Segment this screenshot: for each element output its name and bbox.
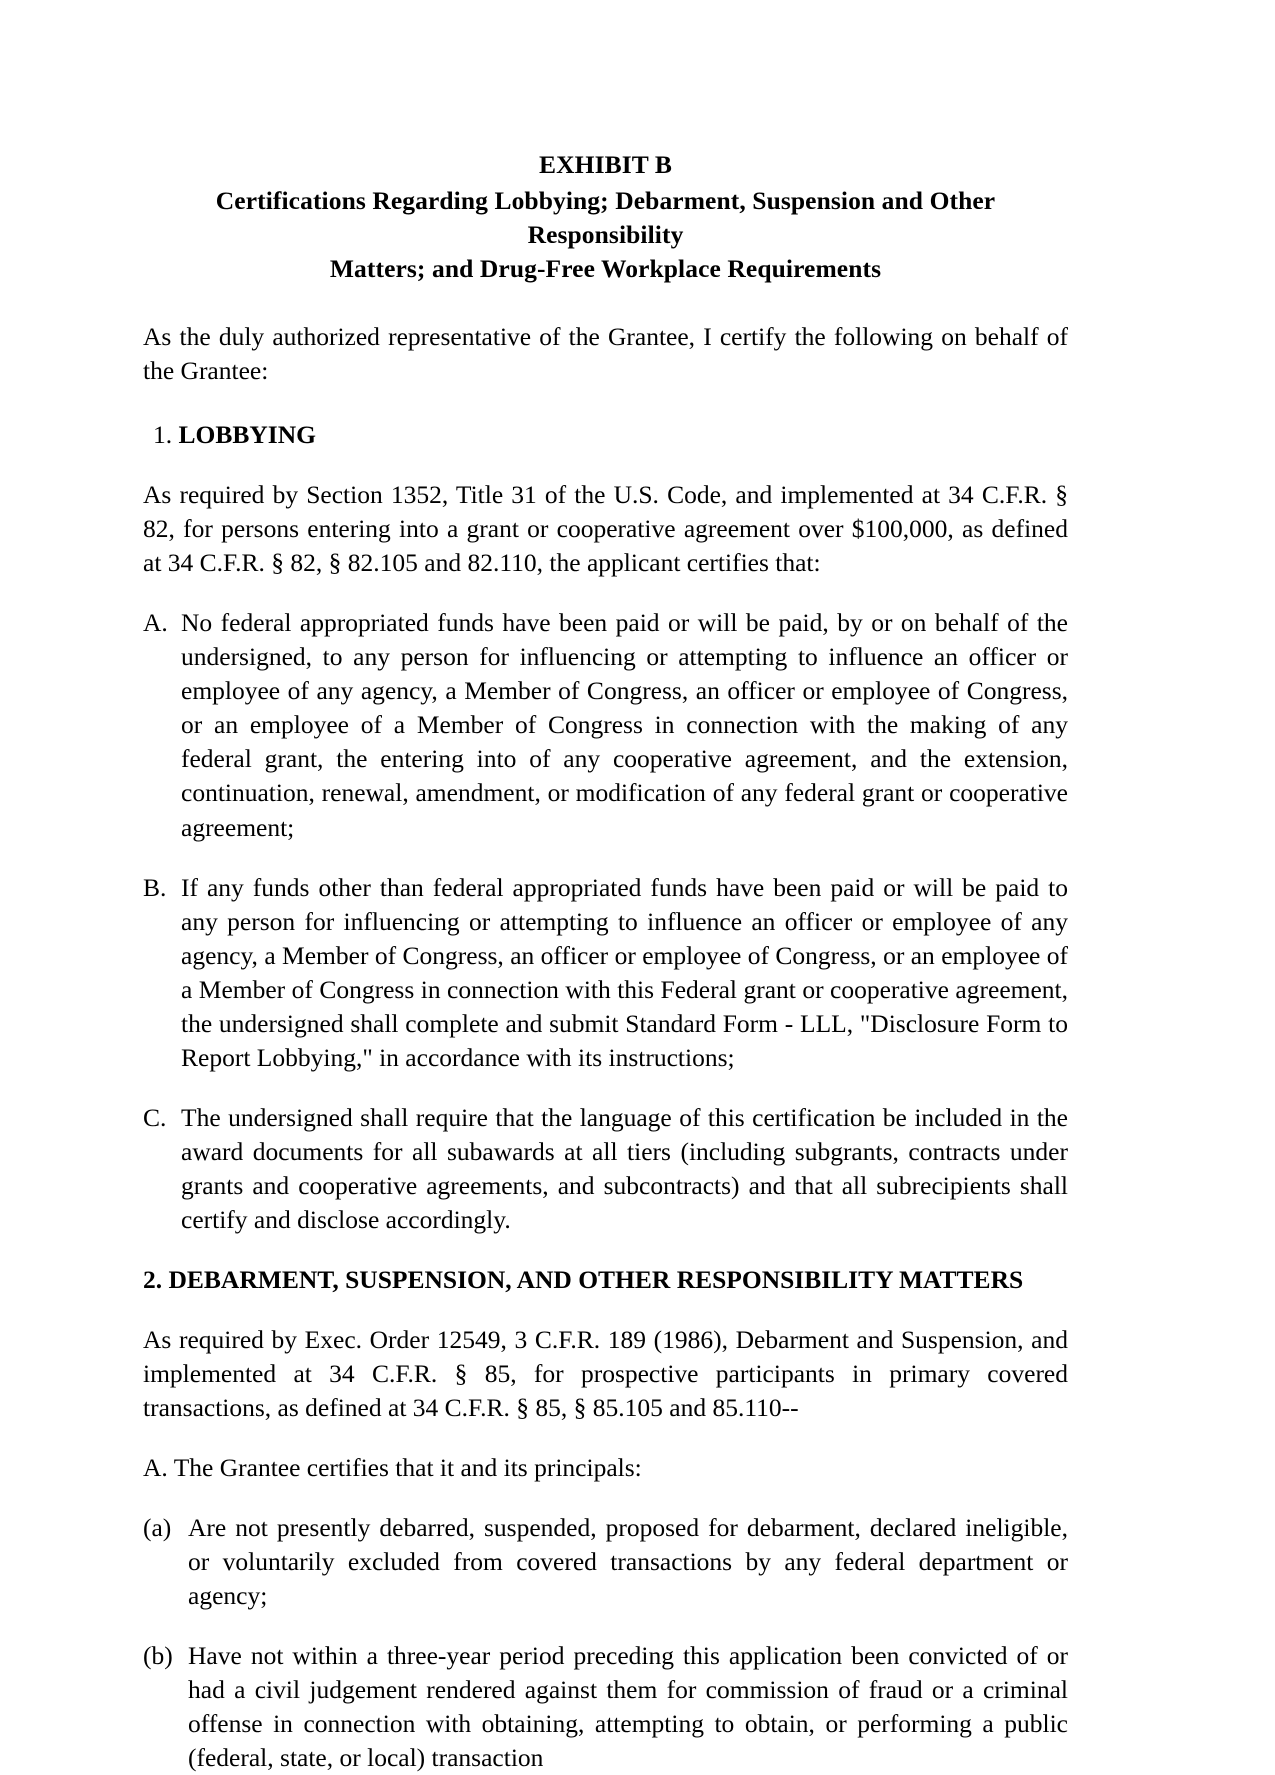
section-2-lead-paragraph: As required by Exec. Order 12549, 3 C.F.R. 189 (1986), Debarment and Suspension, and implemented at 34 C.F.R. § 85, for prospective participants in primary covered transactions, as defined at 34 C.F.R. § 85, § 85.105 and 85.110-- — [143, 1324, 1068, 1422]
document-title-block — [143, 148, 1068, 286]
item-text-b: If any funds other than federal appropriated funds have been paid or will be paid to any person for influencing or attempting to influence an officer or employee of any agency, a Member of Congress, an officer or employee of Congress, or an employee of a Member of Congress in connection with this Federal grant or cooperative agreement, the undersigned shall complete and submit Standard Form - LLL, "Disclosure Form to Report Lobbying," in accordance with its instructions; — [181, 872, 1068, 1072]
list-item — [143, 606, 1068, 844]
document-body — [143, 148, 1068, 1775]
item-label-b-paren: (b) — [143, 1641, 173, 1671]
intro-paragraph: As the duly authorized representative of the Grantee, I certify the following on behalf of the Grantee: — [143, 322, 1068, 386]
list-item — [143, 871, 1068, 1075]
item-label-b: B. — [143, 872, 167, 902]
item-label-c: C. — [143, 1102, 167, 1132]
section-1-number: 1. — [153, 420, 173, 450]
section-1-lead-paragraph: As required by Section 1352, Title 31 of the U.S. Code, and implemented at 34 C.F.R. § 82, for persons entering into a grant or cooperative agreement over $100,000, as defined at 34 C.F.R. § 82, § 82.105 and 82.110, the applicant certifies that: — [143, 480, 1068, 578]
section-2-subheading-a: A. The Grantee certifies that it and its principals: — [143, 1452, 642, 1482]
section-2-title: DEBARMENT, SUSPENSION, AND OTHER RESPONSIBILITY MATTERS — [168, 1264, 1024, 1294]
list-item — [143, 1639, 1068, 1775]
item-text-b-paren: Have not within a three-year period preceding this application been convicted of or had a civil judgement rendered against them for commission of fraud or a criminal offense in connection with obtaining, attempting to obtain, or performing a public (federal, state, or local) transaction — [188, 1641, 1068, 1773]
item-text-a: No federal appropriated funds have been paid or will be paid, by or on behalf of the undersigned, to any person for influencing or attempting to influence an officer or employee of any agency, a Member of Congress, an officer or employee of Congress, or an employee of a Member of Congress in connection with the making of any federal grant, the entering into of any cooperative agreement, and the extension, continuation, renewal, amendment, or modification of any federal grant or cooperative agreement; — [181, 608, 1068, 842]
item-text-c: The undersigned shall require that the language of this certification be included in the award documents for all subawards at all tiers (including subgrants, contracts under grants and cooperative agreements, and subcontracts) and that all subrecipients shall certify and disclose accordingly. — [181, 1102, 1068, 1234]
page-title-line-2: Matters; and Drug-Free Workplace Requirements — [329, 254, 882, 284]
section-heading-lobbying — [143, 418, 1068, 452]
section-heading-debarment — [143, 1263, 1068, 1297]
section-1-title: LOBBYING — [178, 420, 316, 450]
item-text-a-paren: Are not presently debarred, suspended, proposed for debarment, declared ineligible, or voluntarily excluded from covered transactions by any federal department or agency; — [188, 1513, 1068, 1611]
list-item — [143, 1101, 1068, 1237]
list-item — [143, 1511, 1068, 1613]
page-title-line-1: Certifications Regarding Lobbying; Debarment, Suspension and Other Responsibility — [215, 186, 996, 250]
section-2-number: 2. — [143, 1264, 163, 1294]
page-title-exhibit: EXHIBIT B — [539, 150, 672, 179]
item-label-a: A. — [143, 608, 168, 638]
item-label-a-paren: (a) — [143, 1513, 172, 1542]
